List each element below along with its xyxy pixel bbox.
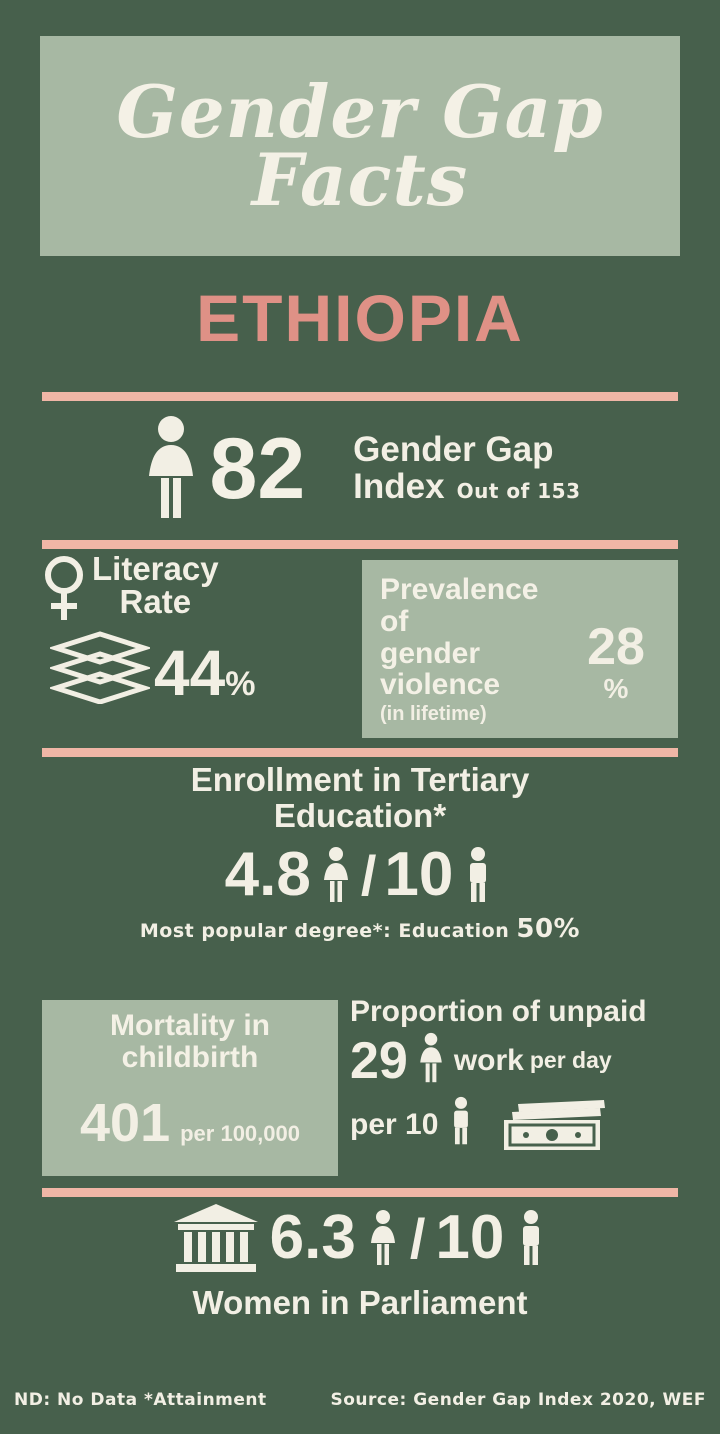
literacy-rate-value: 44 bbox=[154, 637, 226, 710]
tertiary-separator: / bbox=[360, 843, 377, 907]
woman-figure-icon bbox=[366, 1209, 400, 1267]
violence-label bbox=[380, 574, 568, 728]
gender-gap-index-label bbox=[353, 432, 580, 506]
ggi-label-line1: Gender Gap bbox=[353, 430, 554, 470]
mortality-value: 401 bbox=[80, 1092, 171, 1153]
country-name: ETHIOPIA bbox=[196, 281, 524, 355]
divider-2 bbox=[42, 540, 678, 549]
ggi-label-line2: Index bbox=[353, 467, 445, 506]
unpaid-title-line2: work bbox=[453, 1043, 524, 1077]
mortality-unit: per 100,000 bbox=[180, 1120, 300, 1146]
tertiary-title-line2: Education* bbox=[273, 797, 447, 835]
parliament-men-value: 10 bbox=[435, 1203, 505, 1272]
man-figure-icon bbox=[461, 846, 495, 904]
venus-symbol-icon bbox=[42, 554, 86, 624]
section-women-in-parliament bbox=[42, 1202, 678, 1322]
money-icon bbox=[500, 1098, 608, 1152]
violence-label-line1: Prevalence of bbox=[380, 573, 539, 638]
divider-1 bbox=[42, 392, 678, 401]
violence-value: 28 bbox=[587, 618, 645, 677]
section-unpaid-work bbox=[350, 996, 680, 1176]
parliament-caption: Women in Parliament bbox=[192, 1284, 528, 1321]
tertiary-men-value: 10 bbox=[384, 840, 454, 910]
divider-4 bbox=[42, 1188, 678, 1197]
section-literacy-rate bbox=[42, 552, 342, 738]
footer-source: Source: Gender Gap Index 2020, WEF bbox=[330, 1390, 706, 1410]
title-banner bbox=[40, 36, 680, 256]
section-gender-gap-index bbox=[42, 404, 678, 534]
section-mortality-childbirth bbox=[42, 1000, 338, 1176]
literacy-label-line2: Rate bbox=[119, 583, 192, 620]
unpaid-per-10: per 10 bbox=[350, 1107, 439, 1141]
unpaid-per-day: per day bbox=[529, 1047, 612, 1073]
violence-sublabel: (in lifetime) bbox=[380, 703, 487, 726]
mortality-title-line2: childbirth bbox=[121, 1040, 259, 1074]
violence-value-group bbox=[568, 618, 664, 704]
mortality-title-line1: Mortality in bbox=[109, 1009, 270, 1042]
tertiary-ratio bbox=[42, 840, 678, 910]
section-tertiary-education bbox=[42, 762, 678, 944]
literacy-label-line1: Literacy bbox=[92, 550, 219, 587]
government-building-icon bbox=[172, 1202, 260, 1274]
woman-figure-icon bbox=[139, 414, 203, 524]
tertiary-degree-value: 50% bbox=[516, 913, 581, 944]
divider-3 bbox=[42, 748, 678, 757]
woman-figure-icon bbox=[319, 846, 353, 904]
parliament-women-value: 6.3 bbox=[269, 1203, 356, 1272]
violence-label-line2: gender bbox=[380, 636, 481, 670]
unpaid-title-line1: Proportion of unpaid bbox=[350, 995, 647, 1028]
violence-label-line3: violence bbox=[380, 668, 501, 702]
violence-unit: % bbox=[603, 672, 629, 704]
tertiary-title-line1: Enrollment in Tertiary bbox=[190, 761, 530, 798]
footer-note: ND: No Data *Attainment bbox=[14, 1390, 267, 1410]
man-figure-icon bbox=[446, 1096, 480, 1154]
woman-figure-icon bbox=[414, 1032, 448, 1090]
tertiary-degree-row bbox=[42, 914, 678, 944]
unpaid-value: 29 bbox=[350, 1031, 408, 1090]
gender-gap-index-value: 82 bbox=[209, 421, 306, 517]
title-line-1: Gender Gap bbox=[116, 68, 604, 154]
section-gender-violence bbox=[362, 560, 678, 738]
title-line-2: Facts bbox=[251, 137, 469, 222]
man-figure-icon bbox=[514, 1209, 548, 1267]
literacy-rate-unit: % bbox=[225, 665, 256, 703]
parliament-separator: / bbox=[409, 1206, 426, 1270]
books-icon bbox=[50, 630, 150, 704]
tertiary-degree-name: Education bbox=[398, 919, 510, 942]
ggi-out-of: Out of 153 bbox=[456, 479, 581, 503]
tertiary-degree-label: Most popular degree*: bbox=[139, 919, 392, 942]
literacy-label bbox=[92, 552, 219, 618]
tertiary-women-value: 4.8 bbox=[224, 840, 311, 910]
